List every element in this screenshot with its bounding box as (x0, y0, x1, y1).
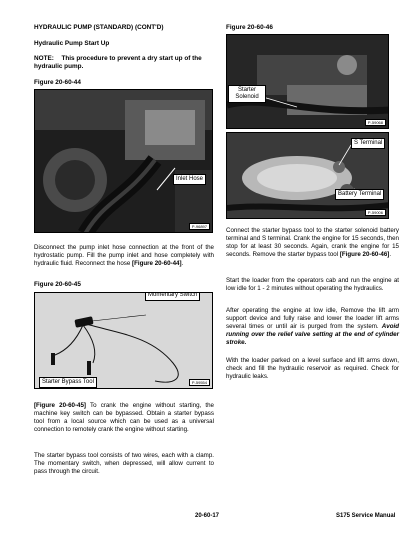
figure-20-60-46-photo-bottom (226, 132, 389, 219)
left-paragraph-2: [Figure 20-60-45] To crank the engine without starting, the machine key switch can be bypassed. Obtain a starter bypass tool from a local source which can be used as a universal connection to remotely crank the engine without starting. (34, 402, 214, 433)
photo-code: P-59554 (189, 379, 210, 386)
momentary-switch-callout: Momentary Switch (145, 292, 200, 301)
note-label: NOTE: (34, 55, 54, 62)
photo-code: P-59068 (365, 119, 386, 126)
right-paragraph-1: Connect the starter bypass tool to the starter solenoid battery terminal and S terminal. Crank the engine for 15 seconds, then stop for at least 30 seconds. Again, crank the engine for 15 seconds. Remove the starter bypass tool [Figure 20-60-46]. (226, 227, 399, 258)
figure-label-46: Figure 20-60-46 (226, 24, 273, 31)
starter-bypass-tool-callout: Starter Bypass Tool (39, 377, 97, 388)
left-paragraph-1: Disconnect the pump inlet hose connection at the front of the hydrostatic pump. Fill the pump inlet and hose completely with hydraulic fluid. Reconnect the hose [Figure 20-60-44]. (34, 244, 214, 267)
inlet-hose-callout: Inlet Hose (173, 174, 206, 185)
page-number: 20-60-17 (195, 513, 220, 519)
battery-terminal-callout: Battery Terminal (335, 189, 384, 200)
manual-title: S175 Service Manual (336, 513, 396, 519)
figure-label-45: Figure 20-60-45 (34, 281, 81, 288)
figure-ref-44: [Figure 20-60-44] (132, 260, 182, 267)
figure-20-60-46-photo-top (226, 34, 389, 129)
figure-20-60-44-photo (34, 89, 213, 233)
figure-20-60-45-photo (34, 292, 213, 389)
note-text: This procedure to prevent a dry start up of the hydraulic pump. (34, 55, 202, 70)
note (34, 55, 214, 71)
section-title: Hydraulic Pump Start Up (34, 40, 110, 47)
bypass-tool-image (35, 293, 213, 389)
figure-ref-46: [Figure 20-60-46] (339, 251, 390, 258)
engine-photo-image (35, 90, 213, 233)
solenoid-photo-image (227, 35, 389, 129)
starter-solenoid-callout: Starter Solenoid (228, 85, 266, 103)
right-paragraph-3: After operating the engine at low idle, Remove the lift arm support device and fully raise and lower the loader lift arms several times or until air is purged from the system. Avoid running over the relief valve setting at the end of cylinder stroke. (226, 307, 399, 346)
page-title: HYDRAULIC PUMP (STANDARD) (CONT'D) (34, 24, 164, 31)
photo-code: P-59006 (365, 209, 386, 216)
left-paragraph-3: The starter bypass tool consists of two wires, each with a clamp. The momentary switch, when depressed, will allow current to pass through the circuit. (34, 452, 214, 475)
figure-ref-45: [Figure 20-60-45] (34, 402, 86, 409)
warning-text: Avoid running over the relief valve setting at the end of cylinder stroke. (226, 323, 399, 346)
figure-label-44: Figure 20-60-44 (34, 79, 81, 86)
right-paragraph-2: Start the loader from the operators cab and run the engine at low idle for 1 - 2 minutes without operating the hydraulics. (226, 277, 399, 292)
photo-code: P-96897 (189, 223, 210, 230)
right-paragraph-4: With the loader parked on a level surface and lift arms down, check and fill the hydraulic reservoir as required. Check for hydraulic leaks. (226, 357, 399, 380)
s-terminal-callout: S Terminal (351, 138, 385, 149)
